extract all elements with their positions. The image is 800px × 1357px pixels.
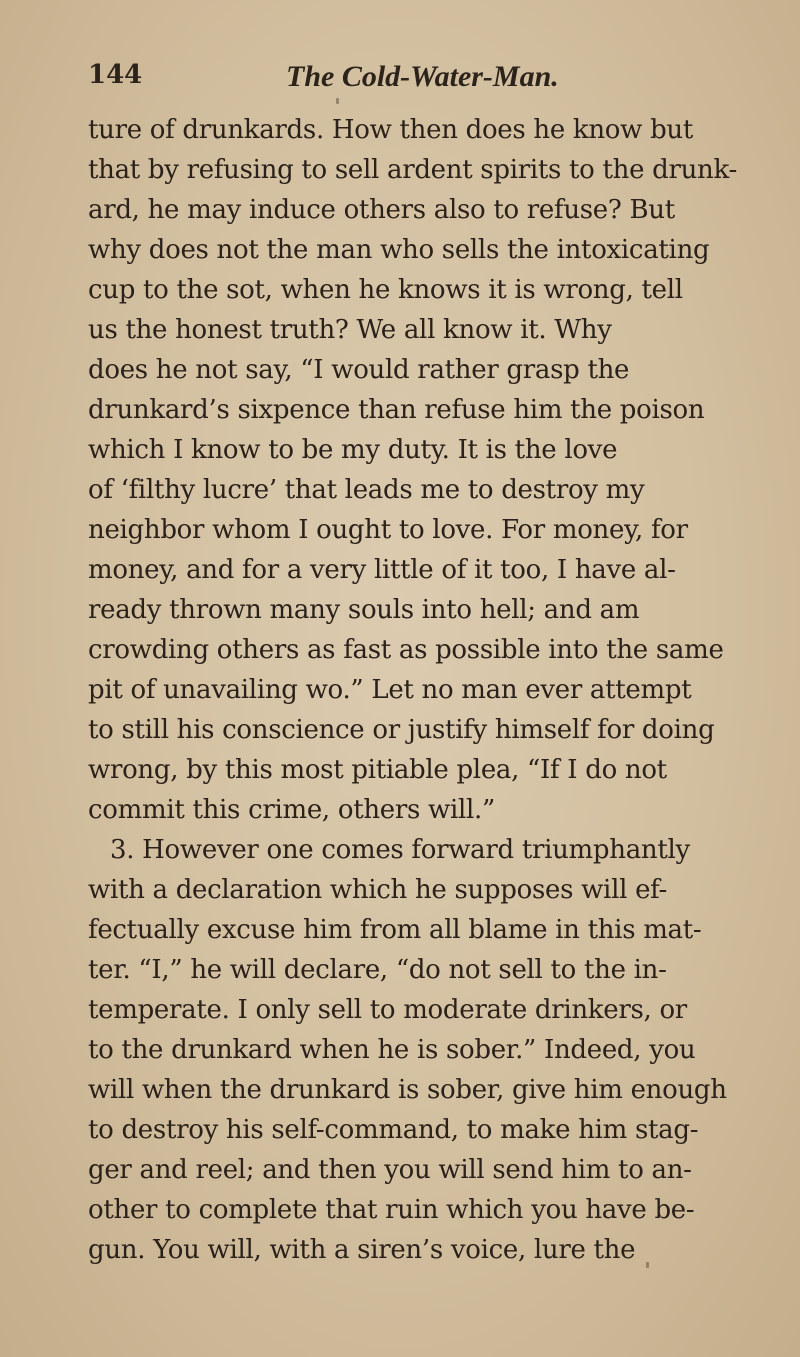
- text-line: ready thrown many souls into hell; and am: [88, 595, 640, 625]
- paragraph-start-line: 3. However one comes forward triumphantly: [110, 835, 690, 865]
- text-line: cup to the sot, when he knows it is wrong, tell: [88, 275, 683, 305]
- text-line: of ‘filthy lucre’ that leads me to destroy my: [88, 475, 645, 505]
- text-line: crowding others as fast as possible into the same: [88, 635, 724, 665]
- ink-speck: [336, 98, 339, 104]
- text-line: drunkard’s sixpence than refuse him the poison: [88, 395, 705, 425]
- text-line: which I know to be my duty. It is the love: [88, 435, 618, 465]
- text-line: ter. “I,” he will declare, “do not sell to the in-: [88, 955, 667, 985]
- text-line: us the honest truth? We all know it. Why: [88, 315, 612, 345]
- text-line: does he not say, “I would rather grasp the: [88, 355, 630, 385]
- text-line: to the drunkard when he is sober.” Indeed, you: [88, 1035, 696, 1065]
- running-title: The Cold-Water-Man.: [286, 60, 559, 93]
- text-line: will when the drunkard is sober, give him enough: [88, 1075, 727, 1105]
- text-line: to still his conscience or justify himself for doing: [88, 715, 715, 745]
- text-line: why does not the man who sells the intoxicating: [88, 235, 710, 265]
- text-line: gun. You will, with a siren’s voice, lure the: [88, 1235, 636, 1265]
- text-line: ger and reel; and then you will send him to an-: [88, 1155, 692, 1185]
- text-line: fectually excuse him from all blame in this mat-: [88, 915, 702, 945]
- body-text: [88, 110, 778, 1270]
- page-header: [88, 60, 748, 96]
- text-line: ard, he may induce others also to refuse? But: [88, 195, 675, 225]
- text-line: that by refusing to sell ardent spirits to the drunk-: [88, 155, 737, 185]
- page-number: 144: [88, 60, 143, 90]
- text-line: ture of drunkards. How then does he know but: [88, 115, 694, 145]
- ink-speck: [646, 1262, 649, 1268]
- text-line: money, and for a very little of it too, I have al-: [88, 555, 676, 585]
- text-line: temperate. I only sell to moderate drinkers, or: [88, 995, 687, 1025]
- text-line: to destroy his self-command, to make him stag-: [88, 1115, 699, 1145]
- text-line: commit this crime, others will.”: [88, 795, 495, 825]
- text-line: neighbor whom I ought to love. For money, for: [88, 515, 688, 545]
- text-line: with a declaration which he supposes will ef-: [88, 875, 668, 905]
- text-line: wrong, by this most pitiable plea, “If I do not: [88, 755, 667, 785]
- text-line: other to complete that ruin which you have be-: [88, 1195, 695, 1225]
- text-line: pit of unavailing wo.” Let no man ever attempt: [88, 675, 692, 705]
